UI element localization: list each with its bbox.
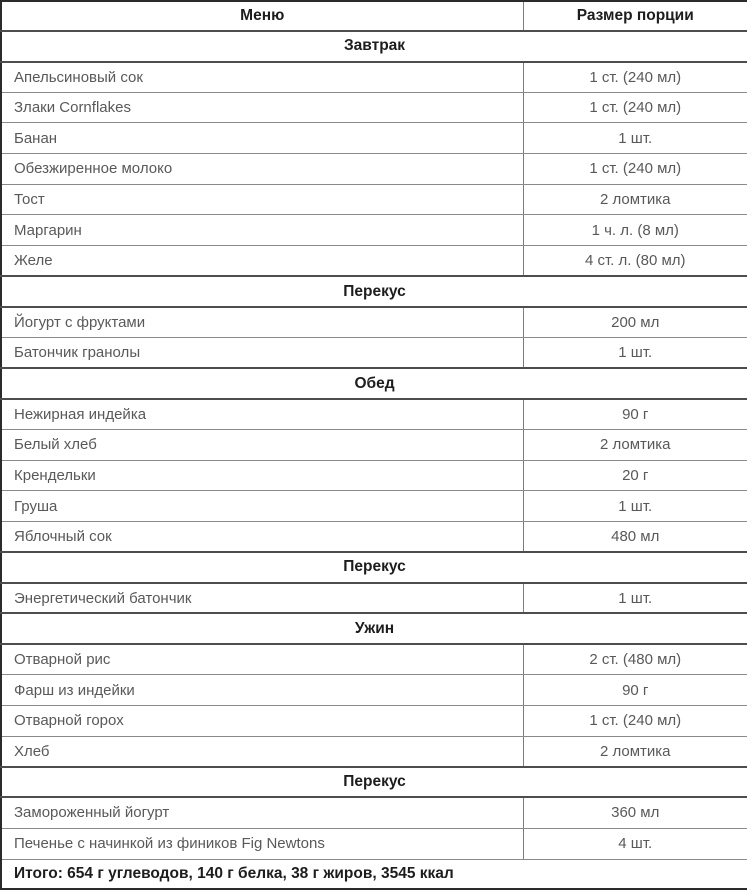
totals-row [1,859,747,889]
menu-item-cell: Йогурт с фруктами [1,307,523,338]
table-row [1,583,747,614]
menu-item-cell: Отварной горох [1,705,523,736]
menu-item-cell: Тост [1,184,523,215]
section-title: Ужин [1,613,747,644]
portion-size-cell: 1 шт. [523,123,747,154]
menu-item-cell: Нежирная индейка [1,399,523,430]
section-row [1,613,747,644]
column-header-portion-size: Размер порции [523,1,747,31]
menu-item-cell: Обезжиренное молоко [1,154,523,185]
table-row [1,522,747,553]
menu-table-body [1,31,747,859]
portion-size-cell: 2 ломтика [523,430,747,461]
table-row [1,736,747,767]
table-row [1,705,747,736]
table-row [1,246,747,277]
portion-size-cell: 1 шт. [523,338,747,369]
section-title: Обед [1,368,747,399]
portion-size-cell: 1 ст. (240 мл) [523,92,747,123]
menu-item-cell: Отварной рис [1,644,523,675]
portion-size-cell: 1 ст. (240 мл) [523,154,747,185]
section-row [1,276,747,307]
portion-size-cell: 480 мл [523,522,747,553]
column-header-menu: Меню [1,1,523,31]
portion-size-cell: 1 шт. [523,491,747,522]
section-title: Перекус [1,767,747,798]
table-row [1,92,747,123]
menu-item-cell: Крендельки [1,460,523,491]
menu-item-cell: Энергетический батончик [1,583,523,614]
portion-size-cell: 2 ломтика [523,184,747,215]
menu-item-cell: Апельсиновый сок [1,62,523,93]
menu-item-cell: Желе [1,246,523,277]
portion-size-cell: 1 ст. (240 мл) [523,705,747,736]
table-row [1,675,747,706]
table-header [1,1,747,31]
table-row [1,430,747,461]
table-row [1,215,747,246]
section-row [1,368,747,399]
menu-item-cell: Печенье с начинкой из фиников Fig Newtons [1,828,523,859]
table-row [1,797,747,828]
table-row [1,62,747,93]
table-row [1,491,747,522]
portion-size-cell: 1 ст. (240 мл) [523,62,747,93]
menu-item-cell: Злаки Cornflakes [1,92,523,123]
menu-item-cell: Батончик гранолы [1,338,523,369]
portion-size-cell: 20 г [523,460,747,491]
portion-size-cell: 2 ломтика [523,736,747,767]
table-row [1,307,747,338]
menu-item-cell: Хлеб [1,736,523,767]
table-row [1,828,747,859]
menu-item-cell: Фарш из индейки [1,675,523,706]
portion-size-cell: 200 мл [523,307,747,338]
portion-size-cell: 1 ч. л. (8 мл) [523,215,747,246]
table-row [1,399,747,430]
menu-item-cell: Белый хлеб [1,430,523,461]
table-row [1,338,747,369]
header-row [1,1,747,31]
table-row [1,154,747,185]
totals-text: Итого: 654 г углеводов, 140 г белка, 38 г жиров, 3545 ккал [1,859,747,889]
menu-item-cell: Маргарин [1,215,523,246]
portion-size-cell: 2 ст. (480 мл) [523,644,747,675]
portion-size-cell: 90 г [523,399,747,430]
portion-size-cell: 4 шт. [523,828,747,859]
portion-size-cell: 1 шт. [523,583,747,614]
section-title: Перекус [1,552,747,583]
section-row [1,767,747,798]
table-row [1,123,747,154]
table-footer [1,859,747,889]
section-title: Перекус [1,276,747,307]
menu-item-cell: Банан [1,123,523,154]
portion-size-cell: 90 г [523,675,747,706]
portion-size-cell: 4 ст. л. (80 мл) [523,246,747,277]
menu-item-cell: Яблочный сок [1,522,523,553]
portion-size-cell: 360 мл [523,797,747,828]
table-row [1,184,747,215]
table-row [1,460,747,491]
section-row [1,31,747,62]
section-row [1,552,747,583]
table-row [1,644,747,675]
section-title: Завтрак [1,31,747,62]
menu-item-cell: Замороженный йогурт [1,797,523,828]
menu-item-cell: Груша [1,491,523,522]
